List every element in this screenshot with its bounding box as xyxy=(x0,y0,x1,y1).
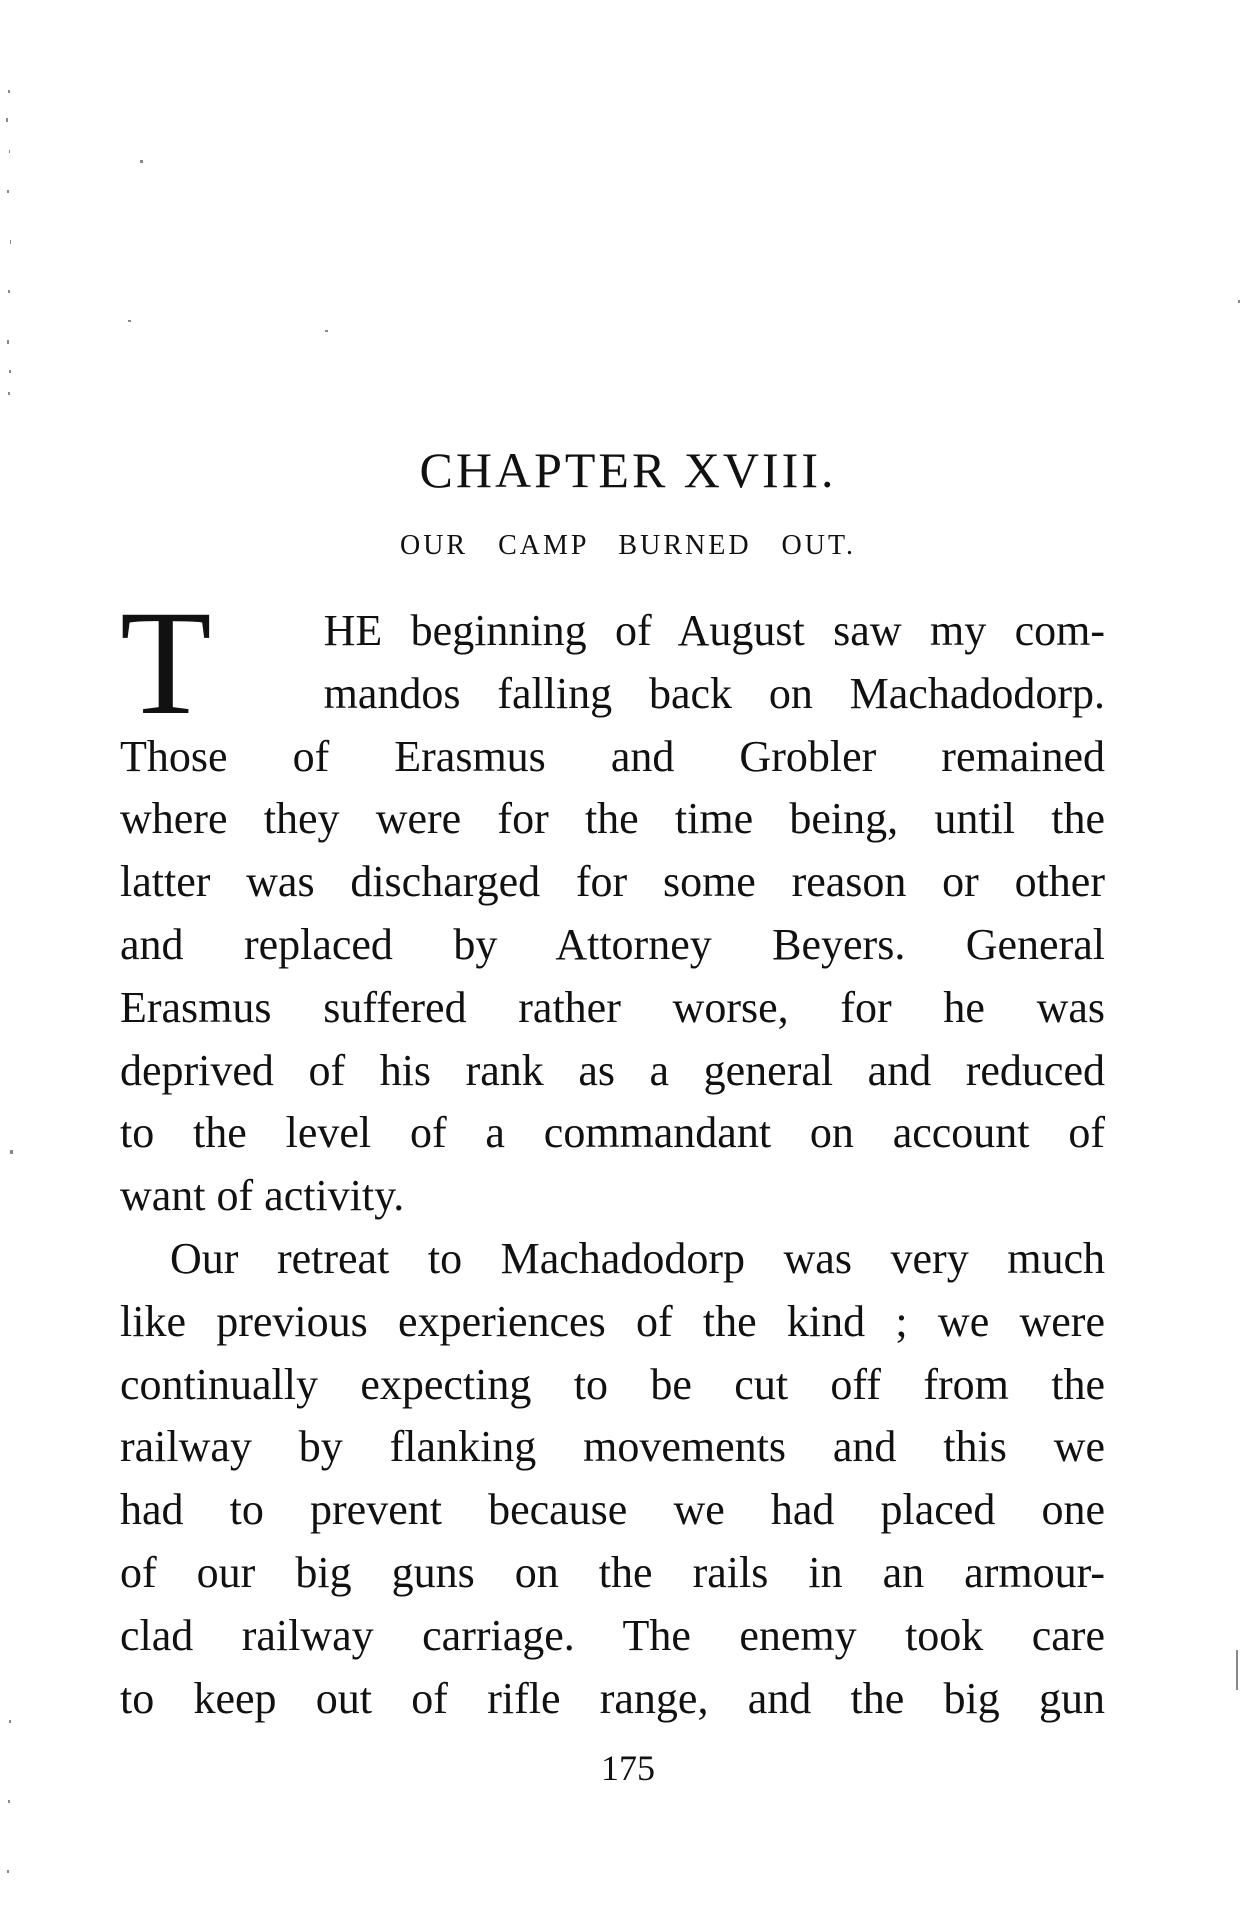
text-line: railway by flanking movements and this we xyxy=(120,1422,1105,1472)
paragraph-2 xyxy=(120,1228,1105,1730)
text-line: Erasmus suffered rather worse, for he was xyxy=(120,982,1105,1032)
text-line: Those of Erasmus and Grobler remained xyxy=(120,731,1105,781)
text-line: latter was discharged for some reason or other xyxy=(120,857,1105,907)
text-line: had to prevent because we had placed one xyxy=(120,1485,1105,1535)
text-line: deprived of his rank as a general and reduced xyxy=(120,1045,1105,1095)
text-line: HE beginning of August saw my com- xyxy=(323,606,1105,655)
text-line: want of activity. xyxy=(120,1171,405,1221)
text-line: of our big guns on the rails in an armour- xyxy=(120,1547,1105,1597)
text-line: clad railway carriage. The enemy took care xyxy=(120,1610,1105,1660)
text-line: to the level of a commandant on account of xyxy=(120,1108,1105,1158)
chapter-heading: CHAPTER XVIII. xyxy=(419,442,837,498)
paragraph-1 xyxy=(120,580,1105,1228)
text-line: and replaced by Attorney Beyers. General xyxy=(120,919,1105,969)
drop-cap: T xyxy=(120,580,212,746)
text-line: to keep out of rifle range, and the big gun xyxy=(120,1673,1105,1723)
chapter-subtitle: OUR CAMP BURNED OUT. xyxy=(399,530,857,561)
text-line: like previous experiences of the kind ; we were xyxy=(120,1296,1105,1346)
text-line: mandos falling back on Machadodorp. xyxy=(323,668,1105,718)
text-line: continually expecting to be cut off from the xyxy=(120,1359,1105,1409)
page-number: 175 xyxy=(601,1748,655,1788)
text-line: Our retreat to Machadodorp was very much xyxy=(170,1233,1105,1283)
body-text xyxy=(120,580,1105,1730)
text-line: where they were for the time being, until the xyxy=(120,794,1105,844)
